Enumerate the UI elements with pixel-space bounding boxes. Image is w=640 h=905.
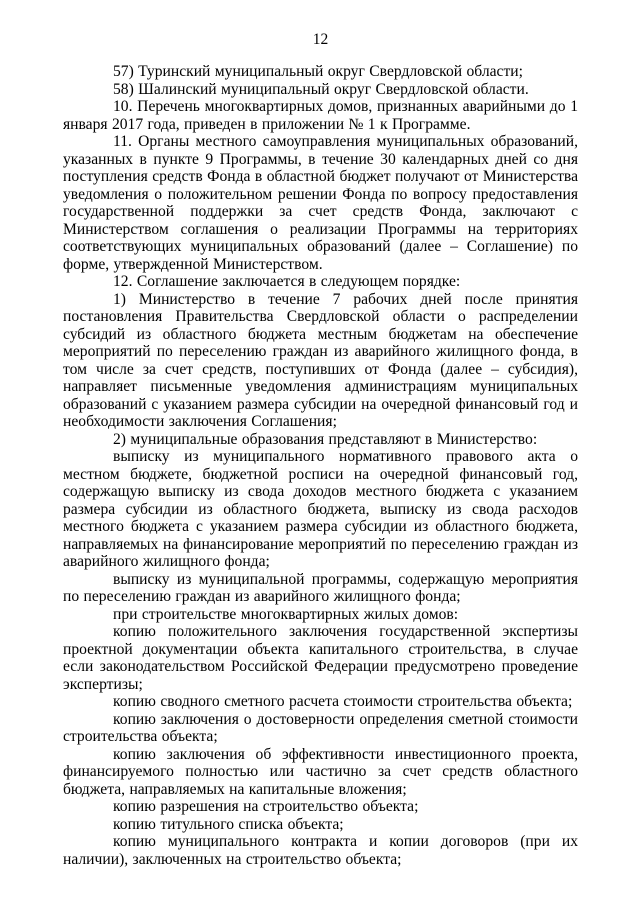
document-body — [63, 63, 578, 868]
clause-10: 10. Перечень многоквартирных домов, признанных аварийными до 1 января 2017 года, приведен в приложении № 1 к Программе. — [63, 98, 578, 133]
clause-12: 12. Соглашение заключается в следующем порядке: — [113, 273, 461, 290]
doc-item-permit-copy: копию разрешения на строительство объекта; — [113, 798, 419, 815]
page-number: 12 — [312, 31, 329, 48]
doc-item-program-extract: выписку из муниципальной программы, содержащую мероприятия по переселению граждан из аварийного жилищного фонда; — [63, 570, 578, 605]
doc-item-expertise-copy: копию положительного заключения государственной экспертизы проектной документации объекта капитального строительства, в случае если законодательством Российской Федерации предусмотрено проведение экспертизы; — [63, 623, 578, 693]
doc-item-contract-copy: копию муниципального контракта и копии договоров (при их наличии), заключенных на строительство объекта; — [63, 833, 578, 868]
construction-subheading: при строительстве многоквартирных жилых домов: — [113, 605, 459, 623]
list-item-57: 57) Туринский муниципальный округ Свердловской области; — [113, 63, 523, 80]
doc-item-estimate-copy: копию сводного сметного расчета стоимости строительства объекта; — [113, 693, 573, 710]
doc-item-budget-extract: выписку из муниципального нормативного правового акта о местном бюджете, бюджетной росписи на очередной финансовый год, содержащую выписку из свода доходов местного бюджета с указанием размера субсидии из областного бюджета, выписку из свода расходов местного бюджета с указанием размера субсидии из областного бюджета, направляемых на финансирование мероприятий по переселению граждан из аварийного жилищного фонда; — [63, 448, 578, 570]
subclause-1-ministry: 1) Министерство в течение 7 рабочих дней после принятия постановления Правительства Свердловской области о распределении субсидий из областного бюджета местным бюджетам на обеспечение мероприятий по переселению граждан из аварийного жилищного фонда, в том числе за счет средств, поступивших от Фонда (далее – субсидия), направляет письменные уведомления администрациям муниципальных образований с указанием размера субсидии на очередной финансовый год и необходимости заключения Соглашения; — [63, 290, 578, 430]
subclause-2-municipal: 2) муниципальные образования представляют в Министерство: — [113, 430, 538, 448]
doc-item-reliability-copy: копию заключения о достоверности определения сметной стоимости строительства объекта; — [63, 710, 578, 745]
list-item-58: 58) Шалинский муниципальный округ Свердловской области. — [113, 80, 529, 98]
doc-item-effectiveness-copy: копию заключения об эффективности инвестиционного проекта, финансируемого полностью или частично за счет средств областного бюджета, направляемых на капитальные вложения; — [63, 745, 578, 798]
clause-11: 11. Органы местного самоуправления муниципальных образований, указанных в пункте 9 Программы, в течение 30 календарных дней со дня поступления средств Фонда в областной бюджет получают от Министерства уведомления о положительном решении Фонда по вопросу предоставления государственной поддержки за счет средств Фонда, заключают с Министерством соглашения о реализации Программы на территориях соответствующих муниципальных образований (далее – Соглашение) по форме, утвержденной Министерством. — [63, 133, 578, 273]
doc-item-title-list-copy: копию титульного списка объекта; — [113, 815, 344, 833]
